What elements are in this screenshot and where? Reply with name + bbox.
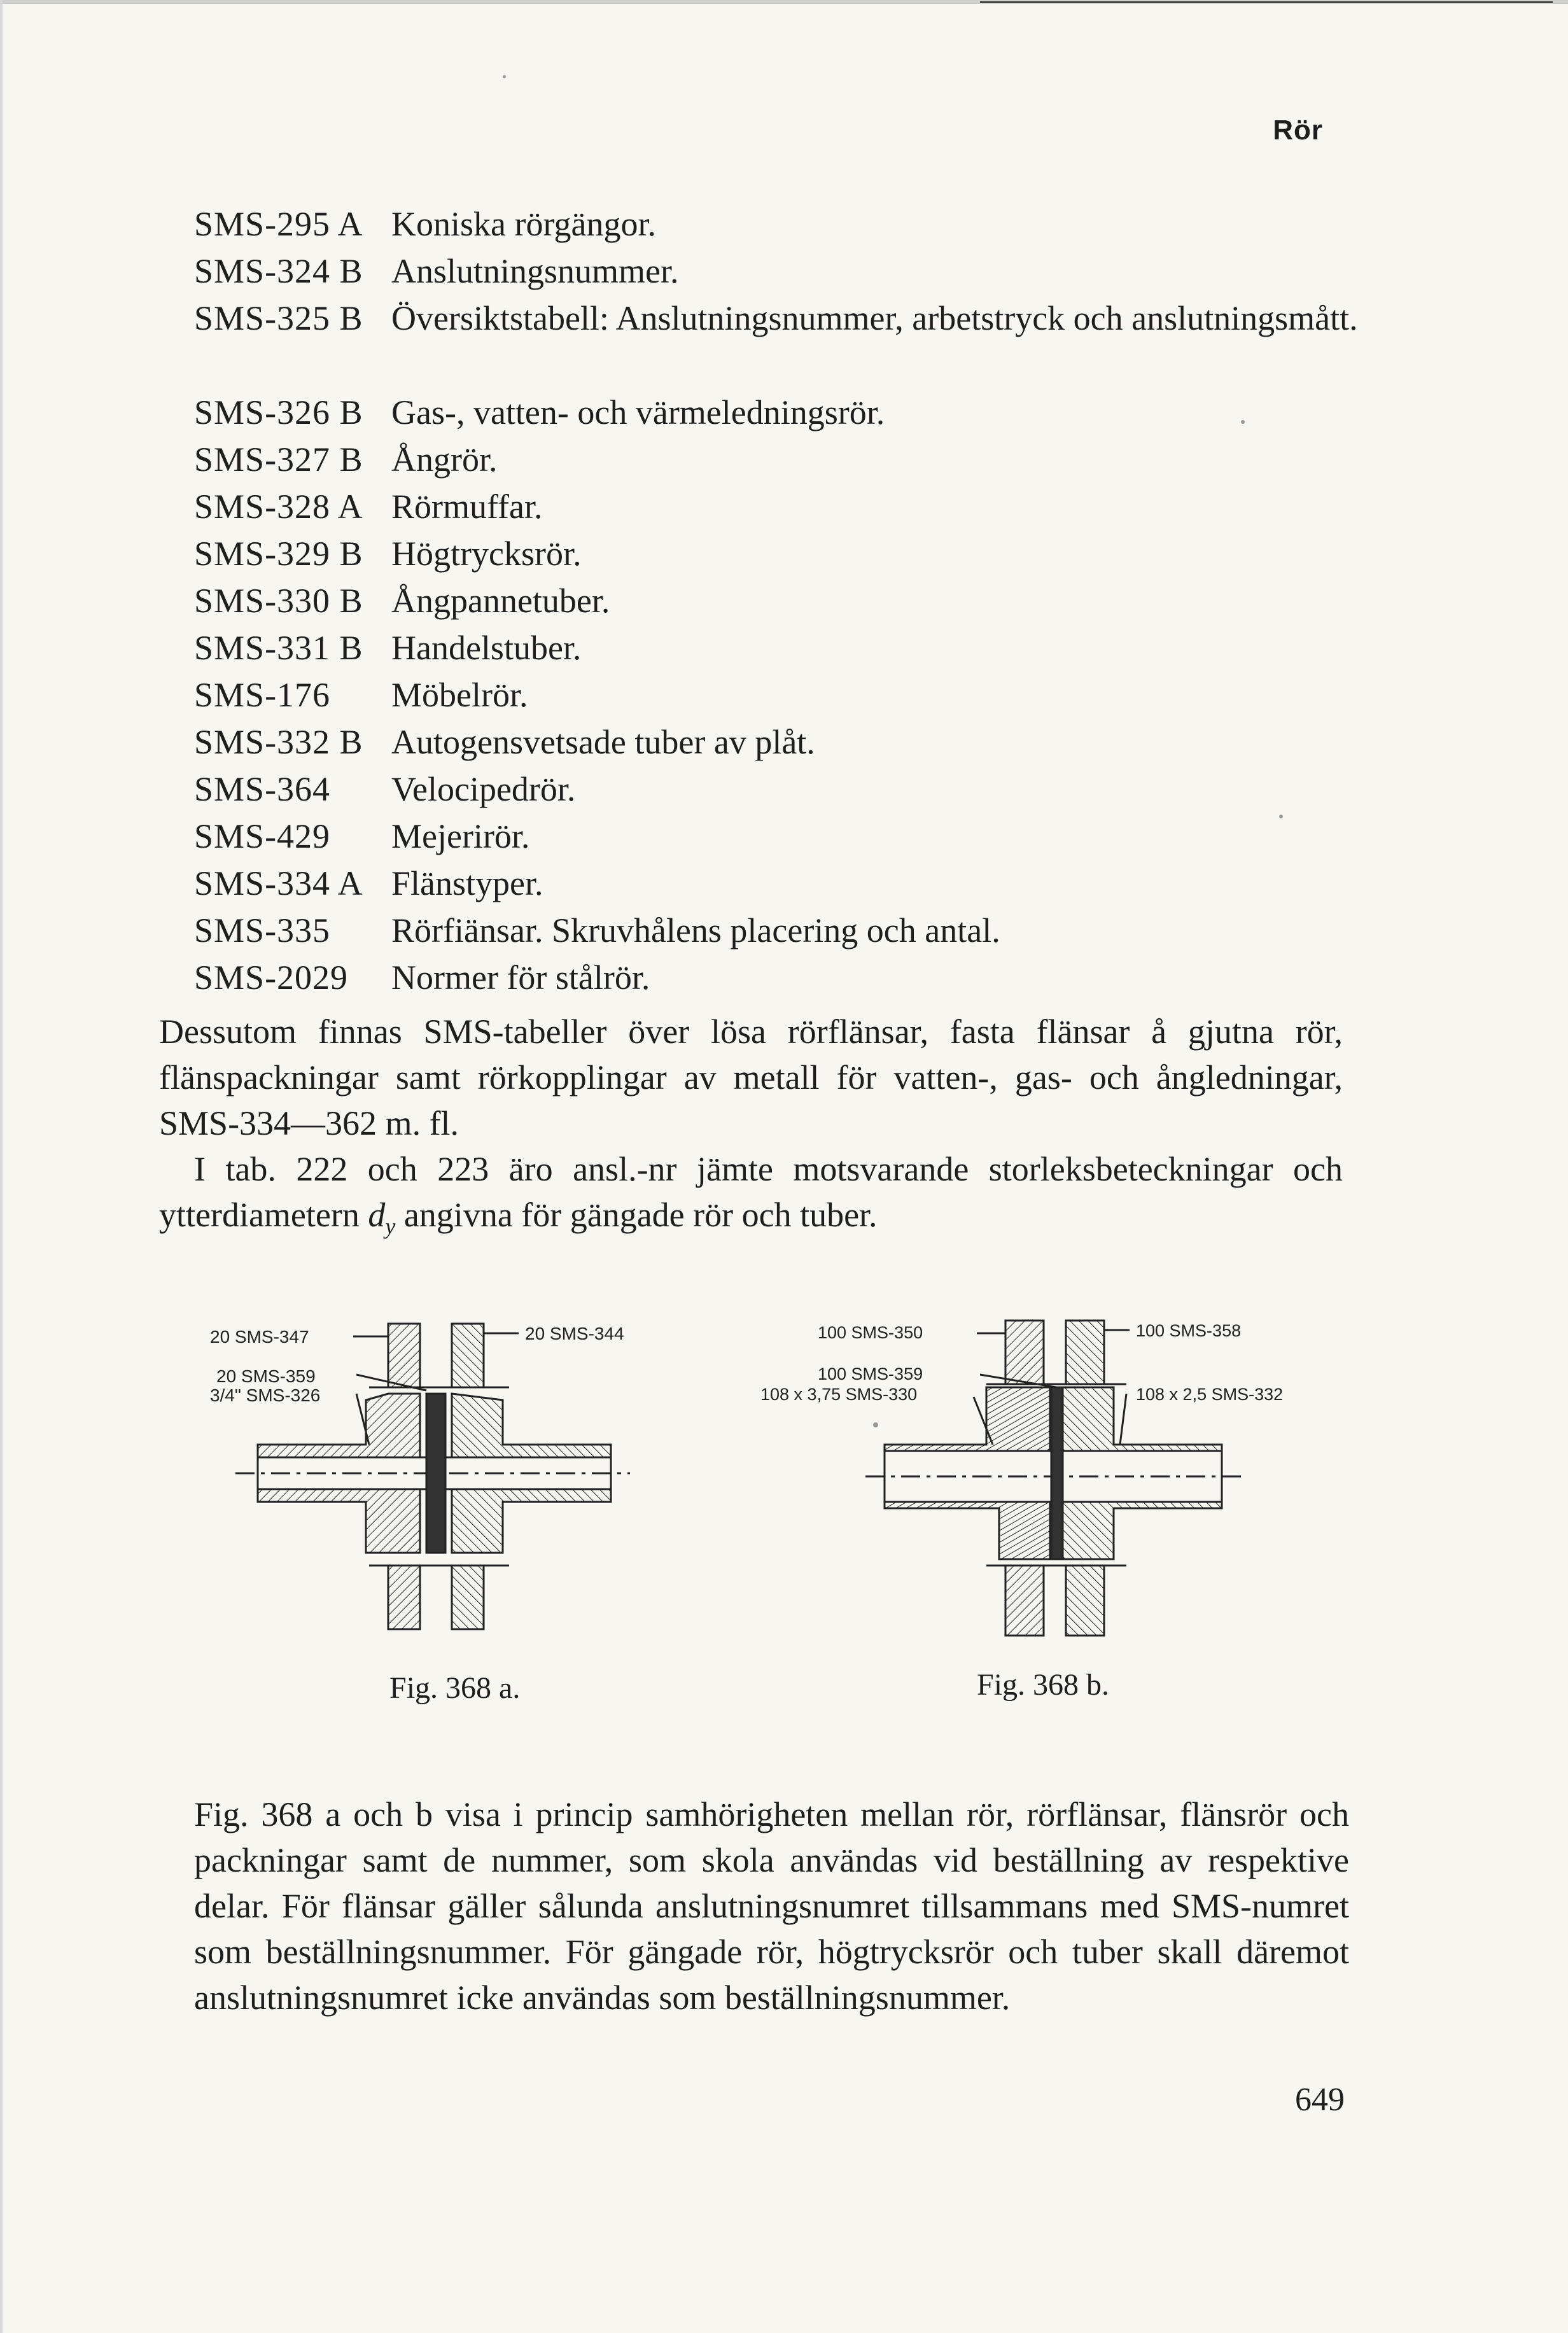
standard-code: SMS-325 B xyxy=(194,299,363,337)
standard-row xyxy=(194,954,1403,1001)
standard-code: SMS-324 B xyxy=(194,252,363,290)
gasket xyxy=(426,1394,445,1553)
scan-speck xyxy=(1241,420,1245,424)
standard-desc: Flänstyper. xyxy=(391,864,543,902)
scan-left-edge xyxy=(0,0,3,2333)
standard-desc: Rörmuffar. xyxy=(391,487,543,526)
standard-code: SMS-295 A xyxy=(194,205,363,243)
bolt-bottom-right xyxy=(452,1566,484,1629)
label-sms-332: 108 x 2,5 SMS-332 xyxy=(1136,1385,1284,1404)
label-sms-359: 100 SMS-359 xyxy=(818,1364,923,1384)
standard-code: SMS-2029 xyxy=(194,958,349,997)
standard-desc: Autogensvetsade tuber av plåt. xyxy=(391,723,815,761)
bolt-top-left xyxy=(388,1324,420,1387)
gasket xyxy=(1051,1387,1063,1559)
label-sms-358: 100 SMS-358 xyxy=(1136,1321,1242,1340)
scan-speck xyxy=(873,1422,878,1427)
standard-code: SMS-176 xyxy=(194,676,331,714)
standard-desc: Ångpannetuber. xyxy=(391,582,610,620)
paragraph-figure-explanation: Fig. 368 a och b visa i princip samhörigheten mellan rör, rörflänsar, flänsrör och packningar samt de nummer, som skola användas vid beställning av respektive delar. För flänsar gäller sålunda anslutningsnumret tillsammans med SMS-numret som beställningsnummer. För gängade rör, högtrycksrör och tuber skall däremot anslutningsnumret icke användas som beställningsnummer. xyxy=(194,1795,1349,2017)
page-number: 649 xyxy=(1295,2082,1345,2118)
section-header: Rör xyxy=(1273,115,1323,146)
paragraph-text: Dessutom finnas SMS-tabeller över lösa rörflänsar, fasta flänsar å gjutna rör, flänspackningar samt rörkopplingar av metall för vatten-, gas- och ångledningar, SMS-334—362 m. fl. xyxy=(159,1012,1343,1142)
paragraph-sms-tables xyxy=(159,1009,1343,1249)
standard-row xyxy=(194,577,1403,624)
standard-desc: Möbelrör. xyxy=(391,676,528,714)
figure-b-caption: Fig. 368 b. xyxy=(977,1668,1110,1702)
bolt-bottom-right xyxy=(1066,1566,1104,1636)
standard-desc: Ångrör. xyxy=(391,440,498,479)
standard-code: SMS-328 A xyxy=(194,487,363,526)
standard-row xyxy=(194,530,1403,577)
label-sms-359: 20 SMS-359 xyxy=(216,1366,316,1386)
standard-code: SMS-327 B xyxy=(194,440,363,479)
standard-desc: Översiktstabell: Anslutningsnummer, arbetstryck och anslutningsmått. xyxy=(391,299,1358,337)
label-sms-347: 20 SMS-347 xyxy=(210,1327,309,1347)
standard-row xyxy=(194,907,1403,954)
standard-row xyxy=(194,813,1403,860)
paragraph-text: angivna för gängade rör och tuber. xyxy=(395,1196,878,1234)
standard-code: SMS-334 A xyxy=(194,864,363,902)
label-sms-330: 108 x 3,75 SMS-330 xyxy=(760,1385,918,1404)
bolt-top-right xyxy=(1066,1321,1104,1384)
standard-desc: Mejerirör. xyxy=(391,817,530,855)
label-sms-326: 3/4" SMS-326 xyxy=(210,1385,321,1405)
standard-row xyxy=(194,295,1403,389)
dy-subscript: y xyxy=(385,1213,396,1239)
bolt-top-right xyxy=(452,1324,484,1387)
bolt-bottom-left xyxy=(1005,1566,1044,1636)
standard-desc: Velocipedrör. xyxy=(391,770,576,808)
standard-row xyxy=(194,671,1403,718)
label-sms-344: 20 SMS-344 xyxy=(525,1324,624,1343)
standard-row xyxy=(194,436,1403,483)
standard-code: SMS-326 B xyxy=(194,393,363,431)
bolt-top-left xyxy=(1005,1321,1044,1384)
standard-code: SMS-335 xyxy=(194,911,331,949)
standard-code: SMS-331 B xyxy=(194,629,363,667)
standard-code: SMS-364 xyxy=(194,770,331,808)
scan-speck xyxy=(503,75,506,78)
standard-desc: Rörfiänsar. Skruvhålens placering och antal. xyxy=(391,911,1000,949)
paragraph-text: I tab. 222 och 223 äro ansl.-nr jämte motsvarande storleksbeteckningar och ytterdiametern xyxy=(159,1150,1343,1234)
scan-speck xyxy=(1279,815,1283,818)
standard-row xyxy=(194,624,1403,671)
leader-line xyxy=(1120,1394,1126,1445)
standard-desc: Normer för stålrör. xyxy=(391,958,650,997)
standard-row xyxy=(194,766,1403,813)
standard-desc: Gas-, vatten- och värmeledningsrör. xyxy=(391,393,885,431)
bolt-bottom-left xyxy=(388,1566,420,1629)
standard-row xyxy=(194,248,1403,295)
flange-figures xyxy=(210,1298,1355,1693)
standard-row xyxy=(194,200,1403,248)
standard-desc: Koniska rörgängor. xyxy=(391,205,656,243)
scan-top-line xyxy=(980,1,1553,3)
standard-code: SMS-332 B xyxy=(194,723,363,761)
standard-desc: Handelstuber. xyxy=(391,629,582,667)
figure-a-caption: Fig. 368 a. xyxy=(389,1671,521,1705)
standards-list xyxy=(194,200,1403,1001)
standard-desc: Anslutningsnummer. xyxy=(391,252,679,290)
standard-row xyxy=(194,860,1403,907)
standard-code: SMS-429 xyxy=(194,817,331,855)
standard-code: SMS-329 B xyxy=(194,535,363,573)
label-sms-350: 100 SMS-350 xyxy=(818,1323,923,1342)
standard-row xyxy=(194,483,1403,530)
dy-symbol: d xyxy=(368,1196,386,1234)
standard-row xyxy=(194,389,1403,436)
standard-code: SMS-330 B xyxy=(194,582,363,620)
standard-desc: Högtrycksrör. xyxy=(391,535,582,573)
standard-row xyxy=(194,718,1403,766)
